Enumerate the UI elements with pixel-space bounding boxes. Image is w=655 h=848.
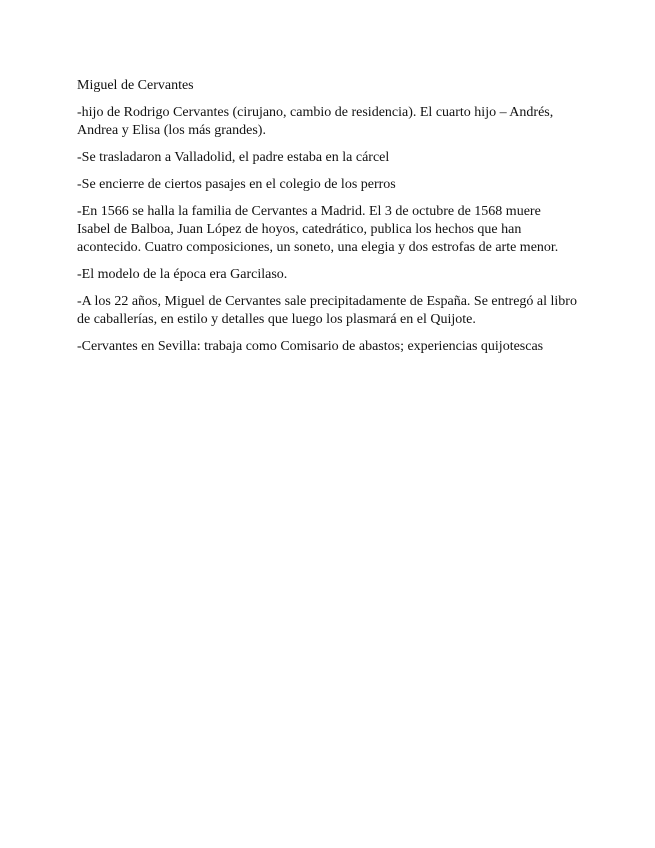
document-title: Miguel de Cervantes [77,78,194,93]
paragraph-garcilaso: -El modelo de la época era Garcilaso. [77,267,288,282]
paragraph-colegio: -Se encierre de ciertos pasajes en el colegio de los perros [77,177,396,192]
document-body [77,77,577,365]
paragraph-espana: -A los 22 años, Miguel de Cervantes sale precipitadamente de España. Se entregó al libro de caballerías, en estilo y detalles que luego los plasmará en el Quijote. [77,294,577,327]
paragraph-valladolid: -Se trasladaron a Valladolid, el padre estaba en la cárcel [77,150,390,165]
paragraph-sevilla: -Cervantes en Sevilla: trabaja como Comisario de abastos; experiencias quijotescas [77,339,544,354]
paragraph-madrid: -En 1566 se halla la familia de Cervantes a Madrid. El 3 de octubre de 1568 muere Isabel de Balboa, Juan López de hoyos, catedrático, publica los hechos que han acontecido. Cuatro composiciones, un soneto, una elegia y dos estrofas de arte menor. [77,204,559,255]
paragraph-family: -hijo de Rodrigo Cervantes (cirujano, cambio de residencia). El cuarto hijo – Andrés, Andrea y Elisa (los más grandes). [77,105,554,138]
